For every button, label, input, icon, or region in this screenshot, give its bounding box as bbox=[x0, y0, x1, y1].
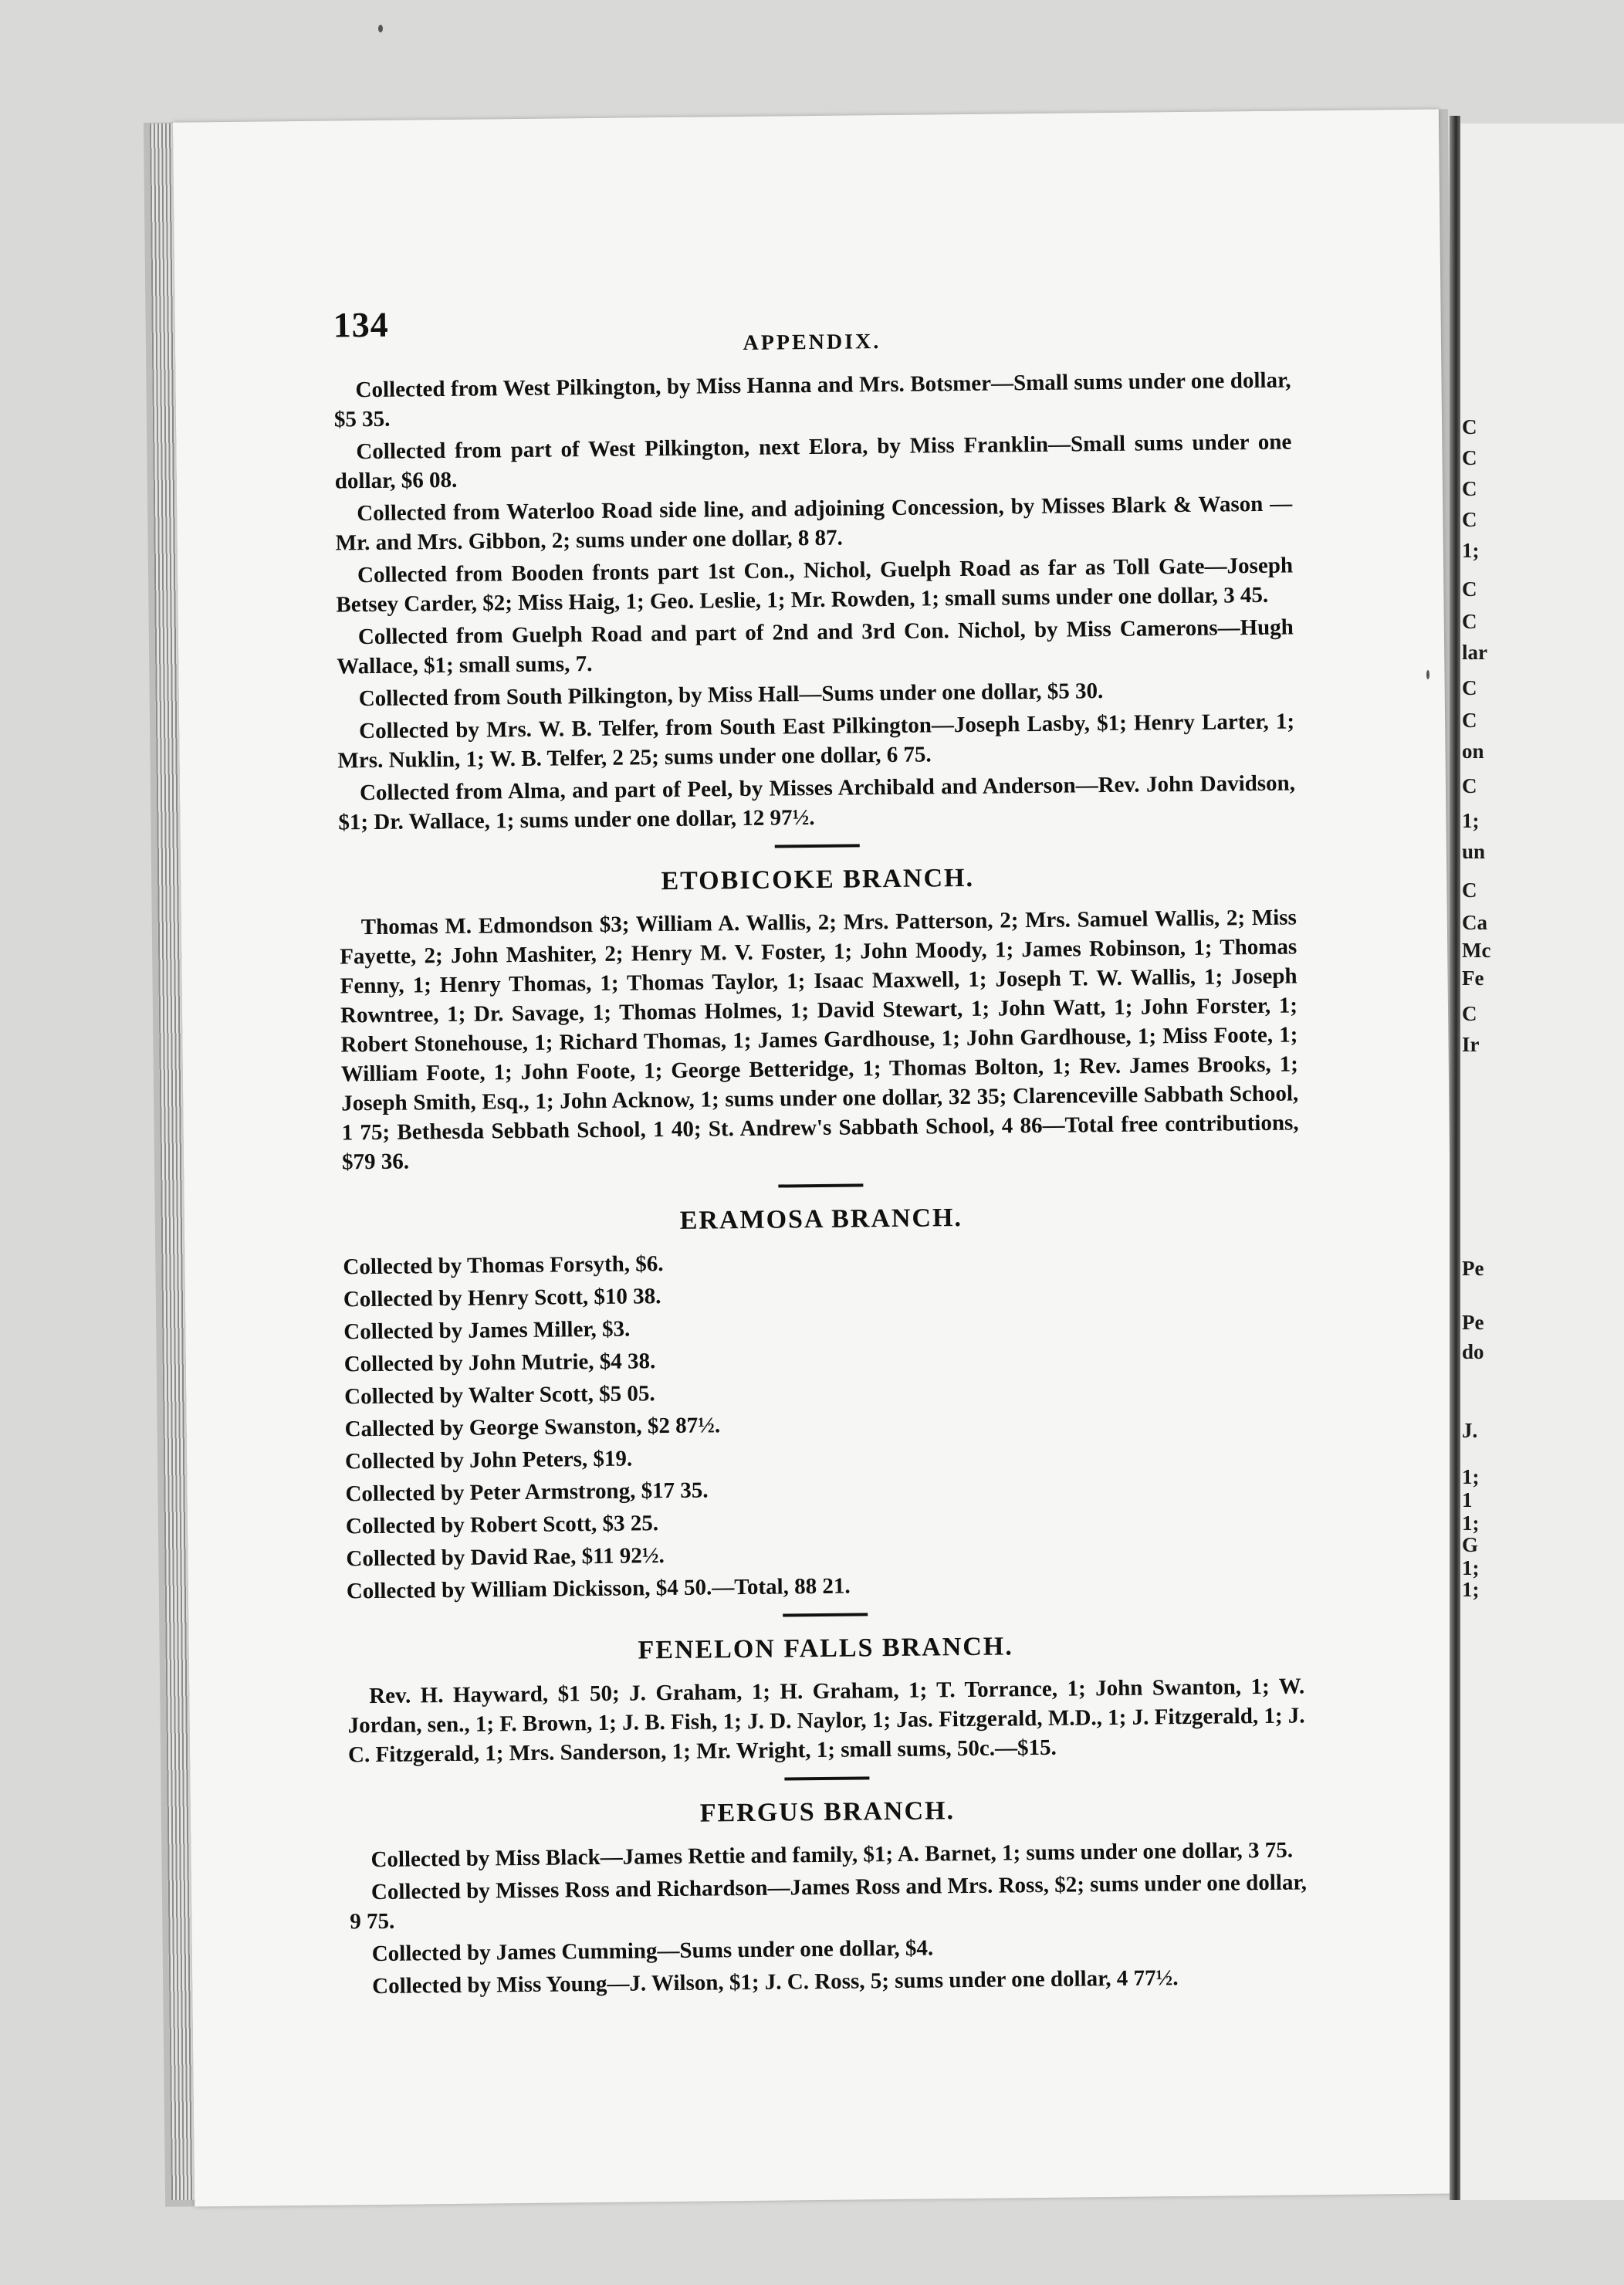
section-divider bbox=[778, 1183, 863, 1187]
page-content bbox=[331, 111, 1308, 1999]
list-item: Collected by Thomas Forsyth, $6. bbox=[343, 1251, 664, 1280]
entry: Collected by Mrs. W. B. Telfer, from South East Pilkington—Joseph Lasby, $1; Henry Larter, 1; Mrs. Nuklin, 1; W. B. Telfer, 2 25; sums under one dollar, 6 75. bbox=[337, 709, 1295, 774]
facing-page-fragment: C bbox=[1462, 446, 1477, 469]
list-item: Collected by Peter Armstrong, $17 35. bbox=[345, 1478, 709, 1507]
list-item: Collected by John Mutrie, $4 38. bbox=[343, 1349, 656, 1377]
facing-page-fragment: C bbox=[1462, 508, 1477, 531]
book-gutter bbox=[1450, 116, 1460, 2200]
entry: Collected from Alma, and part of Peel, by Misses Archibald and Anderson—Rev. John Davidson, $1; Dr. Wallace, 1; sums under one dollar, 12 97½. bbox=[338, 770, 1296, 835]
facing-page-fragment: on bbox=[1462, 740, 1484, 763]
list-item: Callected by George Swanston, $2 87½. bbox=[344, 1413, 721, 1442]
facing-page-fragment: do bbox=[1462, 1340, 1484, 1363]
entry: Collected from Booden fronts part 1st Con., Nichol, Guelph Road as far as Toll Gate—Joseph Betsey Carder, $2; Miss Haig, 1; Geo. Leslie, 1; Mr. Rowden, 1; small sums under one dollar, 3 45. bbox=[336, 553, 1294, 618]
list-item: Collected by James Miller, $3. bbox=[343, 1316, 631, 1345]
facing-page-fragment: 1; bbox=[1462, 1511, 1480, 1535]
running-head: APPENDIX. bbox=[743, 330, 881, 355]
entry: Collected from part of West Pilkington, next Elora, by Miss Franklin—Small sums under one dollar, $6 08. bbox=[334, 429, 1292, 494]
facing-page-fragment: C bbox=[1462, 878, 1477, 902]
page-body bbox=[333, 366, 1308, 2005]
facing-page-fragment: C bbox=[1462, 610, 1477, 633]
page-number: 134 bbox=[333, 304, 389, 345]
facing-page-fragment: Mc bbox=[1462, 939, 1491, 962]
facing-page-fragment: un bbox=[1462, 840, 1486, 863]
list-item: Collected by John Peters, $19. bbox=[344, 1446, 633, 1474]
facing-page-fragment: C bbox=[1462, 1002, 1477, 1025]
section-eramosa bbox=[343, 1199, 1304, 1606]
entry: Collected by Miss Black—James Rettie and family, $1; A. Barnet, 1; sums under one dollar, 3 75. bbox=[370, 1837, 1294, 1873]
scan-speck bbox=[378, 25, 383, 32]
facing-page-fragment: Fe bbox=[1462, 966, 1484, 990]
facing-page-fragment: 1; bbox=[1462, 539, 1480, 562]
facing-page-fragment: Ca bbox=[1462, 911, 1487, 934]
section-etobicoke bbox=[339, 859, 1299, 1176]
facing-page-fragment: Pe bbox=[1462, 1311, 1484, 1334]
book-page bbox=[173, 109, 1460, 2206]
entry: Collected by James Cumming—Sums under one dollar, $4. bbox=[371, 1935, 934, 1967]
section-fenelon-falls bbox=[347, 1628, 1305, 1769]
facing-page-fragment: 1; bbox=[1462, 1465, 1480, 1488]
facing-page-fragment: C bbox=[1462, 415, 1477, 438]
entry: Collected by Misses Ross and Richardson—James Ross and Mrs. Ross, $2; sums under one dollar, 9 75. bbox=[350, 1870, 1308, 1935]
section-pilkington bbox=[333, 366, 1295, 838]
section-heading: FERGUS BRANCH. bbox=[699, 1796, 956, 1828]
facing-page-fragment: 1 bbox=[1462, 1488, 1473, 1511]
facing-page-fragment: C bbox=[1462, 774, 1477, 797]
entry: Collected by Miss Young—J. Wilson, $1; J. C. Ross, 5; sums under one dollar, 4 77½. bbox=[372, 1965, 1179, 1999]
section-divider bbox=[783, 1613, 868, 1616]
list-item: Collected by Henry Scott, $10 38. bbox=[343, 1284, 661, 1312]
facing-page-fragment: 1; bbox=[1462, 1556, 1480, 1579]
facing-page-fragment: C bbox=[1462, 676, 1477, 699]
list-item: Collected by Robert Scott, $3 25. bbox=[345, 1511, 659, 1539]
section-divider bbox=[775, 844, 860, 848]
facing-page-fragment: lar bbox=[1462, 641, 1487, 664]
section-heading: ETOBICOKE BRANCH. bbox=[661, 863, 975, 896]
entry: Thomas M. Edmondson $3; William A. Wallis, 2; Mrs. Patterson, 2; Mrs. Samuel Wallis, 2; Miss Fayette, 2; John Mashiter, 2; Henry M. V. Foster, 1; John Moody, 1; James Robinson, 1; Thomas Fenny, 1; Henry Thomas, 1; Thomas Taylor, 1; Isaac Maxwell, 1; Joseph T. W. Wallis, 1; Joseph Rowntree, 1; Dr. Savage, 1; Thomas Holmes, 1; David Stewart, 1; John Watt, 1; John Forster, 1; Robert Stonehouse, 1; Richard Thomas, 1; James Gardhouse, 1; John Gardhouse, 1; Miss Foote, 1; William Foote, 1; John Foote, 1; George Betteridge, 1; Thomas Bolton, 1; Rev. James Brooks, 1; Joseph Smith, Esq., 1; John Acknow, 1; sums under one dollar, 32 35; Clarenceville Sabbath School, 1 75; Bethesda Sebbath School, 1 40; St. Andrew's Sabbath School, 4 86—Total free contributions, $79 36. bbox=[340, 905, 1299, 1175]
section-heading: ERAMOSA BRANCH. bbox=[679, 1203, 963, 1235]
facing-page-fragment: C bbox=[1462, 477, 1477, 500]
list-item: Collected by Walter Scott, $5 05. bbox=[344, 1381, 655, 1410]
facing-page-fragment: J. bbox=[1462, 1419, 1478, 1442]
section-fergus bbox=[349, 1792, 1308, 2001]
scan-speck bbox=[1426, 670, 1429, 679]
facing-page-fragment: C bbox=[1462, 577, 1477, 601]
facing-page-edge bbox=[1460, 124, 1624, 2200]
facing-page-fragment: Pe bbox=[1462, 1257, 1484, 1280]
entry: Collected from Waterloo Road side line, and adjoining Concession, by Misses Blark & Wason —Mr. and Mrs. Gibbon, 2; sums under one dollar, 8 87. bbox=[335, 491, 1293, 556]
entry: Collected from Guelph Road and part of 2nd and 3rd Con. Nichol, by Miss Camerons—Hugh Wallace, $1; small sums, 7. bbox=[337, 614, 1294, 679]
entry: Collected from South Pilkington, by Miss Hall—Sums under one dollar, $5 30. bbox=[358, 679, 1104, 712]
facing-page-fragment: 1; bbox=[1462, 809, 1480, 832]
section-heading: FENELON FALLS BRANCH. bbox=[638, 1632, 1013, 1665]
list-item: Collected by David Rae, $11 92½. bbox=[346, 1543, 665, 1572]
facing-page-fragment: 1; bbox=[1462, 1578, 1480, 1601]
list-item: Collected by William Dickisson, $4 50.—Total, 88 21. bbox=[346, 1573, 851, 1604]
entry: Collected from West Pilkington, by Miss Hanna and Mrs. Botsmer—Small sums under one dollar, $5 35. bbox=[333, 367, 1291, 432]
facing-page-fragment: G bbox=[1462, 1533, 1479, 1556]
facing-page-fragment: C bbox=[1462, 709, 1477, 732]
section-divider bbox=[784, 1776, 869, 1780]
entry: Rev. H. Hayward, $1 50; J. Graham, 1; H. Graham, 1; T. Torrance, 1; John Swanton, 1; W. Jordan, sen., 1; F. Brown, 1; J. B. Fish, 1; J. D. Naylor, 1; Jas. Fitzgerald, M.D., 1; J. Fitzgerald, 1; J. C. Fitzgerald, 1; Mrs. Sanderson, 1; Mr. Wright, 1; small sums, 50c.—$15. bbox=[347, 1674, 1305, 1768]
facing-page-fragment: Ir bbox=[1462, 1033, 1480, 1056]
